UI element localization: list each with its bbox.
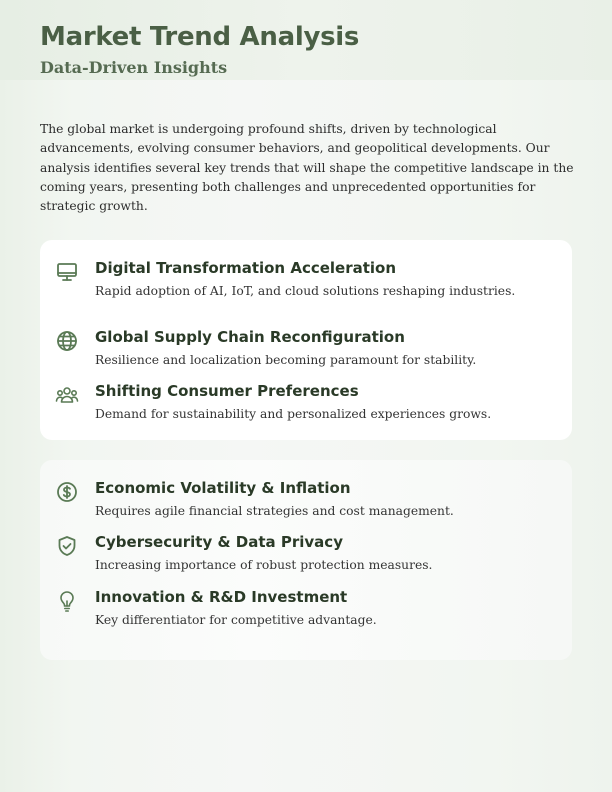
trend-title: Digital Transformation Acceleration <box>95 259 397 277</box>
trend-description: Demand for sustainability and personalized experiences grows. <box>95 407 492 421</box>
globe-icon <box>55 329 79 353</box>
dollar-icon <box>55 480 79 504</box>
page-subtitle: Data-Driven Insights <box>40 58 228 77</box>
trend-title: Innovation & R&D Investment <box>95 588 348 606</box>
trend-description: Key differentiator for competitive advantage. <box>95 613 377 627</box>
lightbulb-icon <box>55 589 79 613</box>
trend-description: Resilience and localization becoming paramount for stability. <box>95 353 477 367</box>
trend-title: Economic Volatility & Inflation <box>95 479 351 497</box>
shield-check-icon <box>55 534 79 558</box>
monitor-icon <box>55 260 79 284</box>
intro-paragraph: The global market is undergoing profound shifts, driven by technological advancements, evolving consumer behaviors, and geopolitical developments. Our analysis identifies several key trends that will shape the competitive landscape in the coming years, presenting both challenges and unprecedented opportunities for strategic growth. <box>40 122 574 214</box>
trend-title: Shifting Consumer Preferences <box>95 382 359 400</box>
trend-description: Rapid adoption of AI, IoT, and cloud solutions reshaping industries. <box>95 284 516 298</box>
trend-description: Increasing importance of robust protection measures. <box>95 558 433 572</box>
trend-title: Global Supply Chain Reconfiguration <box>95 328 405 346</box>
trend-description: Requires agile financial strategies and cost management. <box>95 504 454 518</box>
trend-title: Cybersecurity & Data Privacy <box>95 533 343 551</box>
page-title: Market Trend Analysis <box>40 22 360 52</box>
users-icon <box>55 383 79 407</box>
